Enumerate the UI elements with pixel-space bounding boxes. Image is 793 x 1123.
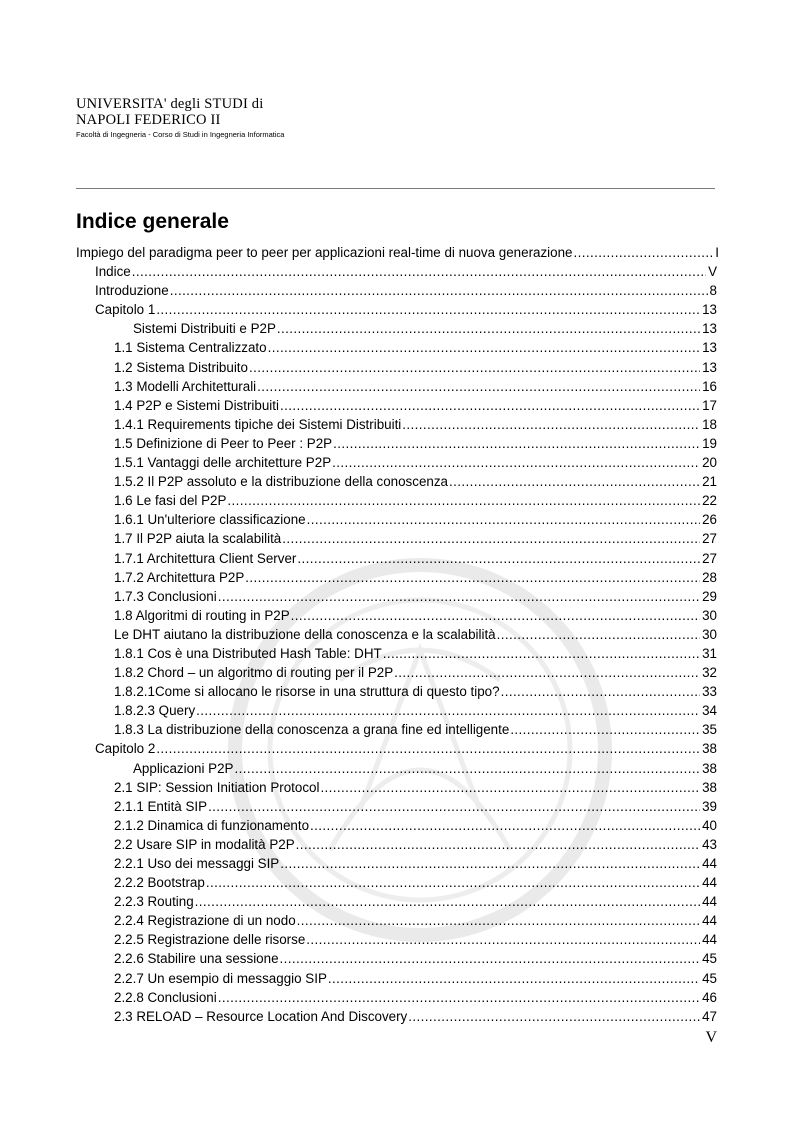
toc-leader-dots (497, 625, 700, 644)
toc-leader-dots (307, 510, 700, 529)
toc-entry-label: 2.1.1 Entità SIP (114, 798, 208, 814)
toc-entry-page: 21 (702, 474, 717, 490)
toc-leader-dots (132, 262, 706, 281)
toc-leader-dots (257, 377, 700, 396)
toc-entry-page: 31 (702, 645, 717, 661)
toc-entry-page: 13 (702, 359, 717, 375)
toc-entry[interactable] (76, 587, 720, 606)
toc-leader-dots (291, 606, 700, 625)
table-of-contents (76, 243, 720, 1026)
toc-entry[interactable] (76, 835, 720, 854)
toc-entry[interactable] (76, 625, 720, 644)
toc-entry-page: 20 (702, 455, 717, 471)
toc-entry-page: 44 (702, 894, 717, 910)
toc-entry-page: 8 (709, 283, 717, 299)
toc-entry[interactable] (76, 396, 720, 415)
toc-leader-dots (227, 491, 700, 510)
toc-entry-label: 1.3 Modelli Architetturali (114, 378, 257, 394)
toc-entry-label: 1.7 Il P2P aiuta la scalabilità (114, 531, 282, 547)
toc-entry-label: Le DHT aiutano la distribuzione della conoscenza e la scalabilità (114, 626, 496, 642)
toc-entry[interactable] (76, 873, 720, 892)
toc-entry-page: 16 (702, 378, 717, 394)
toc-entry-label: Indice (95, 264, 131, 280)
toc-entry[interactable] (76, 988, 720, 1007)
toc-entry-page: 17 (702, 397, 717, 413)
toc-entry-page: 34 (702, 703, 717, 719)
toc-leader-dots (268, 338, 701, 357)
toc-entry-label: 1.2 Sistema Distribuito (114, 359, 248, 375)
toc-entry-page: 35 (702, 722, 717, 738)
toc-leader-dots (235, 759, 701, 778)
toc-entry[interactable] (76, 243, 720, 262)
toc-leader-dots (449, 472, 700, 491)
toc-entry-label: 1.5.1 Vantaggi delle architetture P2P (114, 455, 332, 471)
toc-entry-page: 30 (702, 626, 717, 642)
toc-entry[interactable] (76, 300, 720, 319)
toc-entry-label: 1.8.3 La distribuzione della conoscenza a grana fine ed intelligente (114, 722, 510, 738)
toc-entry-page: 44 (702, 932, 717, 948)
toc-entry-page: 44 (702, 875, 717, 891)
university-logo (76, 96, 284, 140)
toc-entry[interactable] (76, 911, 720, 930)
toc-entry-label: 1.6 Le fasi del P2P (114, 493, 227, 509)
toc-leader-dots (297, 911, 700, 930)
toc-leader-dots (249, 358, 700, 377)
toc-entry-label: Capitolo 2 (95, 741, 156, 757)
toc-leader-dots (574, 243, 714, 262)
toc-leader-dots (196, 701, 700, 720)
faculty-line: Facoltà di Ingegneria - Corso di Studi in Ingegneria Informatica (76, 130, 285, 139)
university-name-line1: UNIVERSITA' degli STUDI di (76, 96, 264, 112)
toc-entry[interactable] (76, 854, 720, 873)
toc-leader-dots (408, 1007, 700, 1026)
toc-entry-label: 1.8.2.1Come si allocano le risorse in una struttura di questo tipo? (114, 684, 500, 700)
toc-entry-page: 29 (702, 588, 717, 604)
university-name-line2: NAPOLI FEDERICO II (76, 112, 221, 128)
toc-entry-page: 44 (702, 856, 717, 871)
toc-entry[interactable] (76, 720, 720, 739)
toc-entry-label: Applicazioni P2P (133, 760, 234, 776)
toc-entry-page: 13 (702, 302, 717, 318)
toc-entry-label: 2.1.2 Dinamica di funzionamento (114, 817, 310, 833)
toc-entry[interactable] (76, 930, 720, 949)
toc-entry[interactable] (76, 453, 720, 472)
toc-leader-dots (383, 644, 700, 663)
toc-entry-page: 22 (702, 493, 717, 509)
toc-leader-dots (333, 434, 700, 453)
toc-entry-label: Impiego del paradigma peer to peer per applicazioni real-time di nuova generazione (76, 245, 573, 260)
toc-entry-label: 2.2.2 Bootstrap (114, 875, 205, 891)
toc-entry-label: 2.2.6 Stabilire una sessione (114, 951, 279, 967)
toc-entry-page: 33 (702, 684, 717, 700)
toc-entry-page: 28 (702, 569, 717, 585)
toc-entry-page: 44 (702, 913, 717, 929)
toc-entry-label: 1.8.1 Cos è una Distributed Hash Table: DHT (114, 645, 382, 661)
toc-leader-dots (218, 587, 700, 606)
toc-entry-label: 2.2.4 Registrazione di un nodo (114, 913, 296, 929)
toc-entry-label: 1.4 P2P e Sistemi Distribuiti (114, 397, 279, 413)
toc-leader-dots (218, 988, 700, 1007)
page-title: Indice generale (76, 210, 229, 233)
toc-leader-dots (282, 529, 700, 548)
toc-entry[interactable] (76, 338, 720, 357)
toc-entry-page: 27 (702, 531, 717, 547)
toc-entry[interactable] (76, 969, 720, 988)
toc-leader-dots (296, 835, 700, 854)
toc-leader-dots (306, 930, 700, 949)
toc-leader-dots (297, 549, 700, 568)
toc-entry-page: 13 (702, 340, 717, 356)
toc-entry[interactable] (76, 739, 720, 758)
toc-entry-label: 1.7.3 Conclusioni (114, 588, 217, 604)
toc-entry-label: 2.2 Usare SIP in modalità P2P (114, 836, 295, 852)
toc-entry[interactable] (76, 434, 720, 453)
toc-entry[interactable] (76, 892, 720, 911)
toc-leader-dots (320, 778, 700, 797)
toc-entry[interactable] (76, 759, 720, 778)
toc-entry-label: 1.4.1 Requirements tipiche dei Sistemi Distribuiti (114, 416, 402, 432)
toc-entry[interactable] (76, 377, 720, 396)
toc-entry[interactable] (76, 319, 720, 338)
toc-leader-dots (206, 873, 700, 892)
toc-entry-label: 2.2.7 Un esempio di messaggio SIP (114, 970, 327, 986)
toc-entry-label: 1.8.2 Chord – un algoritmo di routing per il P2P (114, 665, 394, 681)
toc-entry-page: 38 (702, 760, 717, 776)
toc-leader-dots (310, 816, 700, 835)
toc-entry-page: 47 (702, 1008, 717, 1024)
toc-entry-label: 2.2.1 Uso dei messaggi SIP (114, 856, 280, 871)
toc-entry-label: 2.3 RELOAD – Resource Location And Discovery (114, 1008, 408, 1024)
toc-leader-dots (208, 797, 700, 816)
toc-entry-label: 1.6.1 Un'ulteriore classificazione (114, 512, 306, 528)
toc-entry-label: 1.5 Definizione di Peer to Peer : P2P (114, 435, 333, 451)
toc-entry-label: 2.1 SIP: Session Initiation Protocol (114, 779, 320, 795)
toc-leader-dots (402, 415, 700, 434)
toc-leader-dots (328, 969, 700, 988)
toc-leader-dots (280, 854, 700, 873)
header-divider (76, 188, 715, 189)
toc-leader-dots (170, 281, 708, 300)
toc-entry-page: 43 (702, 836, 717, 852)
toc-entry-label: 2.2.3 Routing (114, 894, 194, 910)
toc-entry[interactable] (76, 644, 720, 663)
toc-leader-dots (394, 663, 700, 682)
toc-entry-label: 2.2.8 Conclusioni (114, 989, 217, 1005)
toc-leader-dots (510, 720, 700, 739)
toc-entry-label: 1.7.2 Architettura P2P (114, 569, 245, 585)
toc-entry-label: 1.5.2 Il P2P assoluto e la distribuzione della conoscenza (114, 474, 448, 490)
toc-entry-page: 18 (702, 416, 717, 432)
toc-entry[interactable] (76, 491, 720, 510)
toc-entry-label: 1.8 Algoritmi di routing in P2P (114, 607, 290, 623)
toc-entry-page: 19 (702, 435, 717, 451)
toc-entry[interactable] (76, 262, 720, 281)
toc-entry-label: 1.7.1 Architettura Client Server (114, 550, 297, 566)
toc-entry-page: 27 (702, 550, 717, 566)
toc-entry-page: 45 (702, 970, 717, 986)
toc-entry[interactable] (76, 797, 720, 816)
toc-entry-page: 39 (702, 798, 717, 814)
toc-leader-dots (156, 300, 700, 319)
toc-entry-page: I (715, 245, 719, 260)
toc-entry[interactable] (76, 281, 720, 300)
toc-leader-dots (280, 396, 700, 415)
toc-entry[interactable] (76, 568, 720, 587)
toc-entry[interactable] (76, 549, 720, 568)
toc-entry-label: Capitolo 1 (95, 302, 156, 318)
toc-entry-label: Introduzione (95, 283, 169, 299)
toc-entry-page: 38 (702, 779, 717, 795)
toc-entry[interactable] (76, 701, 720, 720)
toc-entry-label: 1.1 Sistema Centralizzato (114, 340, 267, 356)
toc-entry[interactable] (76, 415, 720, 434)
toc-entry-label: Sistemi Distribuiti e P2P (133, 321, 276, 337)
toc-entry-label: 1.8.2.3 Query (114, 703, 196, 719)
toc-entry-page: 26 (702, 512, 717, 528)
toc-entry[interactable] (76, 682, 720, 701)
toc-leader-dots (280, 949, 701, 968)
toc-entry-page: V (708, 264, 717, 280)
toc-leader-dots (501, 682, 701, 701)
toc-leader-dots (332, 453, 700, 472)
toc-leader-dots (277, 319, 700, 338)
toc-leader-dots (156, 739, 700, 758)
toc-entry[interactable] (76, 510, 720, 529)
toc-entry-page: 40 (702, 817, 717, 833)
toc-entry[interactable] (76, 606, 720, 625)
toc-entry-label: 2.2.5 Registrazione delle risorse (114, 932, 306, 948)
page-number: V (705, 1029, 717, 1046)
toc-leader-dots (195, 892, 700, 911)
toc-entry[interactable] (76, 949, 720, 968)
toc-entry-page: 30 (702, 607, 717, 623)
toc-entry[interactable] (76, 529, 720, 548)
toc-entry[interactable] (76, 663, 720, 682)
toc-entry-page: 45 (702, 951, 717, 967)
toc-entry-page: 38 (702, 741, 717, 757)
toc-entry[interactable] (76, 358, 720, 377)
toc-entry[interactable] (76, 1007, 720, 1026)
toc-entry[interactable] (76, 816, 720, 835)
toc-entry-page: 32 (702, 665, 717, 681)
toc-entry[interactable] (76, 472, 720, 491)
toc-leader-dots (245, 568, 700, 587)
toc-entry-page: 13 (702, 321, 717, 337)
toc-entry[interactable] (76, 778, 720, 797)
toc-entry-page: 46 (702, 989, 717, 1005)
